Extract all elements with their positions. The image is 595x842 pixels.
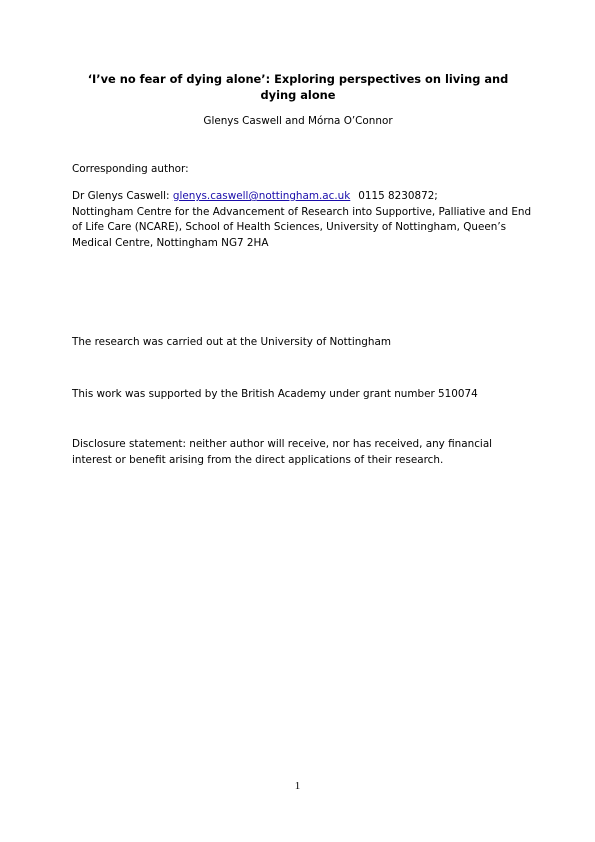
- corresponding-author-details: [72, 189, 532, 251]
- paper-title: ‘I’ve no fear of dying alone’: Exploring perspectives on living and dying alone: [87, 72, 509, 102]
- research-location-statement: The research was carried out at the University of Nottingham: [72, 336, 391, 348]
- phone-number: 0115 8230872;: [358, 190, 438, 202]
- disclosure-statement: Disclosure statement: neither author will receive, nor has received, any financial interest or benefit arising from the direct applications of their research.: [72, 438, 493, 466]
- page-number: 1: [294, 780, 301, 792]
- corresponding-author-label: Corresponding author:: [72, 163, 189, 175]
- corresponding-author-name: Dr Glenys Caswell:: [72, 190, 173, 202]
- email-link[interactable]: glenys.caswell@nottingham.ac.uk: [172, 190, 351, 202]
- affiliation-address: Nottingham Centre for the Advancement of Research into Supportive, Palliative and End of Life Care (NCARE), School of Health Sciences, University of Nottingham, Queen’s Medical Centre, Nottingham NG7 2HA: [72, 205, 532, 249]
- funding-statement: This work was supported by the British Academy under grant number 510074: [72, 388, 478, 400]
- author-list: Glenys Caswell and Mórna O’Connor: [203, 115, 393, 127]
